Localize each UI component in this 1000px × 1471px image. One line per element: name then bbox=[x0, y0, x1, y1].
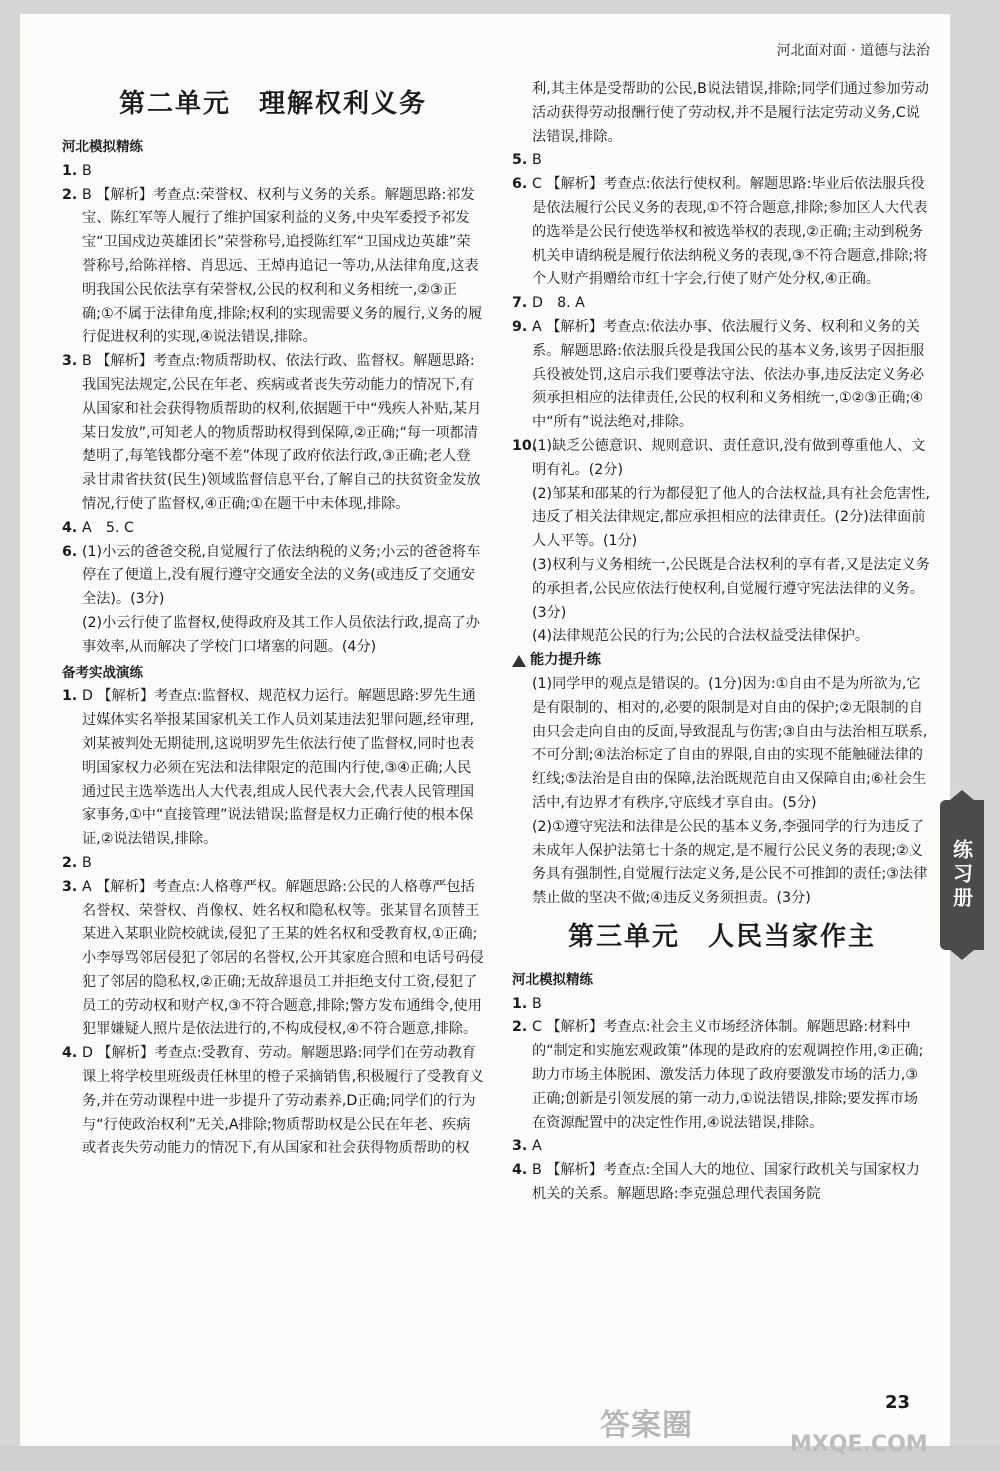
answer-text: D 【解析】考查点:监督权、规范权力运行。解题思路:罗先生通过媒体实名举报某国家机关工作人员刘某违法犯罪问题,经审理,刘某被判处无期徒刑,这说明罗先生依法行使了监督权,同时也表明国家权力必须在宪法和法律限定的范围内行使,③④正确;人民通过民主选举选出人大代表,组成人民代表大会,代表人民管理国家事务,①中“直接管理”说法错误;监督是权力正确行使的根本保证,②说法错误,排除。 bbox=[82, 688, 476, 848]
answer-list bbox=[512, 149, 932, 649]
side-tab-label: 练习册 bbox=[949, 839, 974, 911]
answer-text: D 【解析】考查点:受教育、劳动。解题思路:同学们在劳动教育课上将学校里班级责任林里的橙子采摘销售,积极履行了受教育义务,并在劳动课程中进一步提升了劳动素养,D正确;同学们的行为与“行使政治权利”无关,A排除;物质帮助权是公民在年老、疾病或者丧失劳动能力的情况下,有从国家和社会获得物质帮助的权 bbox=[82, 1045, 484, 1157]
answer-item bbox=[512, 1016, 932, 1135]
answer-number: 1. bbox=[62, 688, 78, 705]
page-number: 23 bbox=[884, 1392, 910, 1413]
left-column bbox=[62, 78, 484, 1161]
answer-item bbox=[62, 685, 484, 852]
answer-number: 6. bbox=[512, 176, 528, 193]
watermark-url: MXQE.COM bbox=[790, 1432, 928, 1457]
answer-item bbox=[512, 316, 932, 435]
answer-item bbox=[62, 160, 484, 184]
answer-text: B bbox=[82, 162, 92, 179]
answer-list bbox=[512, 993, 932, 1207]
answer-item bbox=[62, 852, 484, 876]
answer-number: 5. bbox=[512, 152, 528, 169]
section-heading: 河北模拟精练 bbox=[512, 971, 593, 988]
answer-text: A 【解析】考查点:依法办事、依法履行义务、权利和义务的关系。解题思路:依法服兵役是我国公民的基本义务,该男子因拒服兵役被处罚,这启示我们要尊法守法、依法办事,违反法定义务必须承担相应的法律责任,公民的权利和义务相统一,①②③正确;④中“所有”说法绝对,排除。 bbox=[532, 318, 925, 431]
answer-text: (1)小云的爸爸交税,自觉履行了依法纳税的义务;小云的爸爸将车停在了便道上,没有履行遵守交通安全法的义务(或违反了交通安全法)。(3分) bbox=[82, 543, 481, 608]
answer-subpart: (4)法律规范公民的行为;公民的合法权益受法律保护。 bbox=[532, 628, 870, 645]
answer-text: A 5. C bbox=[82, 519, 134, 536]
tab-notch bbox=[950, 790, 974, 800]
ability-heading bbox=[512, 649, 932, 673]
answer-list bbox=[62, 685, 484, 1161]
answer-number: 10. bbox=[512, 437, 538, 454]
answer-number: 2. bbox=[62, 854, 78, 871]
answer-text: C 【解析】考查点:依法行使权利。解题思路:毕业后依法服兵役是依法履行公民义务的表现,①不符合题意,排除;参加区人大代表的选举是公民行使选举权和被选举权的表现,②正确;主动到税务机关申请纳税是履行依法纳税义务的表现,③不符合题意,排除;将个人财产捐赠给市红十字会,行使了财产处分权,④正确。 bbox=[532, 176, 928, 288]
answer-text: C 【解析】考查点:社会主义市场经济体制。解题思路:材料中的“制定和实施宏观政策”体现的是政府的宏观调控作用,②正确;助力市场主体脱困、激发活力体现了政府要激发市场的活力,③正确;创新是引领发展的第一动力,①说法错误,排除;要发挥市场在资源配置中的决定性作用,④说法错误,排除。 bbox=[532, 1019, 924, 1131]
triangle-icon bbox=[512, 655, 526, 667]
answer-item bbox=[512, 993, 932, 1017]
answer-item bbox=[512, 1159, 932, 1207]
answer-text: D 8. A bbox=[532, 295, 585, 312]
answer-subpart: (2)邹某和邵某的行为都侵犯了他人的合法权益,具有社会危害性,违反了相关法律规定,都应承担相应的法律责任。(2分)法律面前人人平等。(1分) bbox=[532, 485, 930, 550]
answer-number: 4. bbox=[62, 519, 78, 536]
answer-subpart: (1)同学甲的观点是错误的。(1分)因为:①自由不是为所欲为,它是有限制的、相对的,必要的限制是对自由的保护;②无限制的自由只会走向自由的反面,导致混乱与伤害;③自由与法治相互联系,不可分割;④法治标定了自由的界限,自由的实现不能触碰法律的红线;⑤法治是自由的保障,法治既规范自由又保障自由;⑥社会生活中,有边界才有秩序,守底线才享自由。(5分) bbox=[532, 675, 928, 811]
answer-number: 6. bbox=[62, 543, 78, 560]
answer-item bbox=[512, 292, 932, 316]
answer-item bbox=[62, 876, 484, 1043]
watermark-logo: 答案圈 bbox=[600, 1408, 693, 1443]
answer-subpart: (2)小云行使了监督权,使得政府及其工作人员依法行政,提高了办事效率,从而解决了学校门口堵塞的问题。(4分) bbox=[82, 614, 480, 655]
answer-number: 3. bbox=[62, 353, 78, 370]
tab-notch bbox=[950, 950, 974, 960]
answer-item bbox=[512, 1135, 932, 1159]
answer-item bbox=[62, 517, 484, 541]
answer-list bbox=[62, 160, 484, 660]
answer-text: B 【解析】考查点:荣誉权、权利与义务的关系。解题思路:祁发宝、陈红军等人履行了维护国家利益的义务,中央军委授予祁发宝“卫国戍边英雄团长”荣誉称号,追授陈红军“卫国戍边英雄”荣誉称号,给陈祥榕、肖思远、王焯冉追记一等功,从法律角度,这表明我国公民依法享有荣誉权,公民的权利和义务相统一,②③正确;①不属于法律角度,排除;权利的实现需要义务的履行,义务的履行促进权利的实现,④说法错误,排除。 bbox=[82, 186, 483, 346]
answer-number: 1. bbox=[62, 162, 78, 179]
answer-number: 2. bbox=[512, 1019, 528, 1036]
answer-text: B bbox=[532, 152, 542, 169]
answer-subpart: (3)权利与义务相统一,公民既是合法权利的享有者,又是法定义务的承担者,公民应依法行使权利,自觉履行遵守宪法法律的义务。(3分) bbox=[532, 556, 930, 621]
answer-item bbox=[512, 149, 932, 173]
section-heading: 备考实战演练 bbox=[62, 664, 143, 681]
answer-text: B 【解析】考查点:全国人大的地位、国家行政机关与国家权力机关的关系。解题思路:李克强总理代表国务院 bbox=[532, 1162, 920, 1203]
answer-number: 9. bbox=[512, 318, 528, 335]
answer-text: A bbox=[532, 1138, 542, 1155]
answer-text: (1)缺乏公德意识、规则意识、责任意识,没有做到尊重他人、文明有礼。(2分) bbox=[532, 437, 926, 478]
answer-item bbox=[62, 1042, 484, 1161]
right-column bbox=[512, 78, 932, 1207]
answer-subpart: (2)①遵守宪法和法律是公民的基本义务,李强同学的行为违反了未成年人保护法第七十条的规定,是不履行公民义务的表现;②义务具有强制性,自觉履行法定义务,是公民不可推卸的责任;③法律禁止做的坚决不做;④违反义务须担责。(3分) bbox=[532, 818, 928, 907]
answer-item bbox=[62, 541, 484, 612]
answer-number: 1. bbox=[512, 995, 528, 1012]
answer-continuation: 利,其主体是受帮助的公民,B说法错误,排除;同学们通过参加劳动活动获得劳动报酬行使了劳动权,并不是履行法定劳动义务,C说法错误,排除。 bbox=[532, 81, 929, 145]
answer-number: 4. bbox=[62, 1045, 78, 1062]
practice-book-tab bbox=[940, 800, 984, 950]
answer-text: B 【解析】考查点:物质帮助权、依法行政、监督权。解题思路:我国宪法规定,公民在年老、疾病或者丧失劳动能力的情况下,有从国家和社会获得物质帮助的权利,依据题干中“残疾人补贴,某月某日发放”,可知老人的物质帮助权得到保障,②正确;“每一项都清楚明了,每笔钱都分毫不差”体现了政府依法行政,③正确;老人登录甘肃省扶贫(民生)领域监督信息平台,了解自己的扶贫资金发放情况,行使了监督权,④正确;①在题干中未体现,排除。 bbox=[82, 353, 482, 512]
answer-text: A 【解析】考查点:人格尊严权。解题思路:公民的人格尊严包括名誉权、荣誉权、肖像权、姓名权和隐私权等。张某冒名顶替王某进入某职业院校就读,侵犯了王某的姓名权和受教育权,①正确;小李辱骂邻居侵犯了邻居的名誉权,公开其家庭合照和电话号码侵犯了邻居的隐私权,②正确;无故辞退员工并拒绝支付工资,侵犯了员工的劳动权和财产权,③不符合题意,排除;警方发布通缉令,使用犯罪嫌疑人照片是依法进行的,不构成侵权,④不符合题意,排除。 bbox=[82, 878, 484, 1038]
unit-title: 第三单元 人民当家作主 bbox=[567, 921, 876, 952]
ability-title: 能力提升练 bbox=[530, 652, 601, 669]
answer-item bbox=[512, 173, 932, 292]
answer-item bbox=[512, 435, 932, 483]
answer-number: 3. bbox=[512, 1138, 528, 1155]
answer-item bbox=[62, 350, 484, 517]
running-header: 河北面对面 · 道德与法治 bbox=[776, 43, 930, 59]
section-heading: 河北模拟精练 bbox=[62, 139, 143, 155]
answer-text: B bbox=[532, 995, 542, 1012]
answer-text: B bbox=[82, 854, 92, 871]
unit-title: 第二单元 理解权利义务 bbox=[118, 89, 427, 119]
answer-number: 3. bbox=[62, 878, 78, 895]
answer-number: 2. bbox=[62, 186, 78, 203]
answer-number: 4. bbox=[512, 1162, 528, 1179]
answer-number: 7. bbox=[512, 295, 528, 312]
answer-item bbox=[62, 184, 484, 351]
